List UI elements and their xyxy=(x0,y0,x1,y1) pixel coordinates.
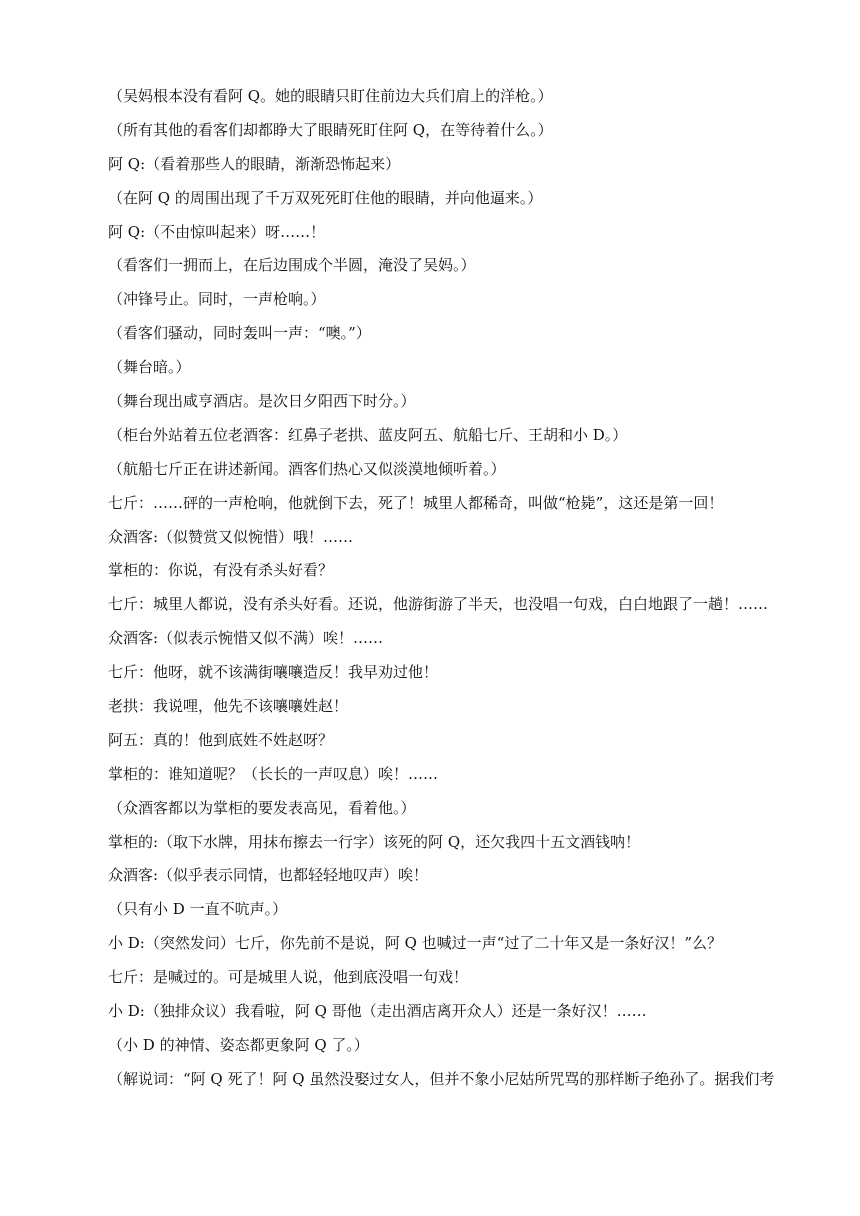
text-line: （舞台暗。） xyxy=(108,358,191,377)
text-line: 掌柜的：谁知道呢？（长长的一声叹息）唉！…… xyxy=(108,764,439,783)
text-line: 老拱：我说哩，他先不该嚷嚷姓赵！ xyxy=(108,697,349,716)
text-line: （柜台外站着五位老酒客：红鼻子老拱、蓝皮阿五、航船七斤、王胡和小 D。） xyxy=(108,425,628,444)
text-line: 七斤：是喊过的。可是城里人说，他到底没唱一句戏！ xyxy=(108,968,469,987)
text-line: （众酒客都以为掌柜的要发表高见，看着他。） xyxy=(108,798,416,817)
text-line: 七斤：城里人都说，没有杀头好看。还说，他游街游了半天，也没唱一句戏，白白地跟了一趟！…… xyxy=(108,595,769,614)
text-line: （只有小 D 一直不吭声。） xyxy=(108,900,288,919)
text-line: （所有其他的看客们却都睁大了眼睛死盯住阿 Q，在等待着什么。） xyxy=(108,120,553,139)
text-line: （小 D 的神情、姿态都更象阿 Q 了。） xyxy=(108,1035,369,1054)
text-line: （解说词：“阿 Q 死了！阿 Q 虽然没娶过女人，但并不象小尼姑所咒骂的那样断子绝孙了。据我们考 xyxy=(108,1069,775,1088)
text-line: 小 D:（突然发问）七斤，你先前不是说，阿 Q 也喊过一声“过了二十年又是一条好汉！”么？ xyxy=(108,934,723,953)
text-line: 七斤：他呀，就不该满街嚷嚷造反！我早劝过他！ xyxy=(108,663,439,682)
text-line: 阿 Q:（不由惊叫起来）呀……！ xyxy=(108,222,326,241)
text-line: （舞台现出咸亨酒店。是次日夕阳西下时分。） xyxy=(108,392,416,411)
text-line: （看客们一拥而上，在后边围成个半圆，淹没了吴妈。） xyxy=(108,256,476,275)
text-line: 七斤：……砰的一声枪响，他就倒下去，死了！城里人都稀奇，叫做“枪毙”，这还是第一回！ xyxy=(108,493,724,512)
text-line: 阿五：真的！他到底姓不姓赵呀？ xyxy=(108,730,334,749)
text-line: 掌柜的：你说，有没有杀头好看？ xyxy=(108,561,334,580)
text-line: 众酒客:（似乎表示同情，也都轻轻地叹声）唉！ xyxy=(108,866,429,885)
text-line: （冲锋号止。同时，一声枪响。） xyxy=(108,290,326,309)
text-line: （吴妈根本没有看阿 Q。她的眼睛只盯住前边大兵们肩上的洋枪。） xyxy=(108,87,553,105)
text-line: 众酒客:（似表示惋惜又似不满）唉！…… xyxy=(108,629,384,648)
script-text-body xyxy=(108,84,808,1101)
text-line: 阿 Q:（看着那些人的眼睛，渐渐恐怖起来） xyxy=(108,154,401,173)
text-line: （航船七斤正在讲述新闻。酒客们热心又似淡漠地倾听着。） xyxy=(108,459,506,478)
text-line: 众酒客:（似赞赏又似惋惜）哦！…… xyxy=(108,527,354,546)
text-line: （看客们骚动，同时轰叫一声：“噢。”） xyxy=(108,324,371,343)
text-line: 小 D:（独排众议）我看啦，阿 Q 哥他（走出酒店离开众人）还是一条好汉！…… xyxy=(108,1002,647,1021)
text-line: 掌柜的:（取下水牌，用抹布擦去一行字）该死的阿 Q，还欠我四十五文酒钱呐！ xyxy=(108,832,641,851)
text-line: （在阿 Q 的周围出现了千万双死死盯住他的眼睛，并向他逼来。） xyxy=(108,188,543,207)
